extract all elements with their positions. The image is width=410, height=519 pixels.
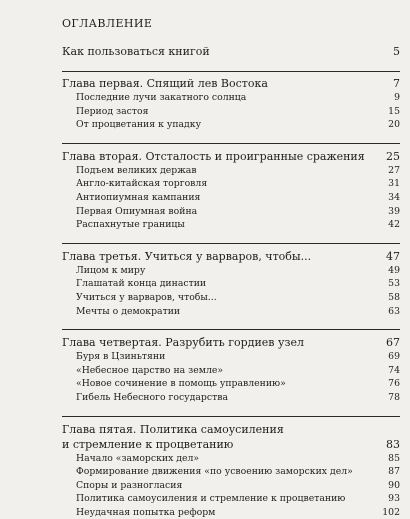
section-title: Подъем великих держав	[62, 164, 372, 178]
section-title: Период застоя	[62, 105, 372, 119]
section-page: 69	[372, 350, 400, 364]
section-page: 9	[372, 91, 400, 105]
toc-section-entry[interactable]	[62, 105, 400, 119]
toc-chapter-entry[interactable]	[62, 76, 400, 91]
toc-chapter	[62, 44, 400, 71]
chapter-page: 47	[372, 249, 400, 264]
section-title: Споры и разногласия	[62, 479, 372, 493]
section-page: 31	[372, 177, 400, 191]
toc-section-entry[interactable]	[62, 218, 400, 232]
toc-section-entry[interactable]	[62, 205, 400, 219]
toc-section-entry[interactable]	[62, 177, 400, 191]
toc-chapter	[62, 416, 400, 519]
toc-section-entry[interactable]	[62, 377, 400, 391]
chapter-title: Глава третья. Учиться у варваров, чтобы...	[62, 249, 372, 264]
toc-chapter-entry[interactable]	[62, 149, 400, 164]
section-page: 49	[372, 264, 400, 278]
chapter-title: Как пользоваться книгой	[62, 44, 372, 59]
section-title: «Новое сочинение в помощь управлению»	[62, 377, 372, 391]
chapter-title: Глава пятая. Политика самоусиления	[62, 422, 372, 437]
section-title: Формирование движения «по усвоению заморских дел»	[62, 465, 372, 479]
toc-chapter	[62, 71, 400, 143]
section-title: Гибель Небесного государства	[62, 391, 372, 405]
toc-section-entry[interactable]	[62, 364, 400, 378]
section-page: 93	[372, 492, 400, 506]
chapter-page: 25	[372, 149, 400, 164]
toc-section-entry[interactable]	[62, 264, 400, 278]
toc-chapter	[62, 329, 400, 415]
toc-section-entry[interactable]	[62, 465, 400, 479]
toc-section-entry[interactable]	[62, 350, 400, 364]
section-page: 53	[372, 277, 400, 291]
chapter-title-continuation: и стремление к процветанию	[62, 437, 372, 452]
toc-section-entry[interactable]	[62, 91, 400, 105]
chapter-title: Глава первая. Спящий лев Востока	[62, 76, 372, 91]
toc-section-entry[interactable]	[62, 506, 400, 519]
toc-chapter	[62, 243, 400, 329]
toc-chapter-entry-line1[interactable]	[62, 422, 400, 437]
toc-chapter-entry[interactable]	[62, 44, 400, 59]
toc-chapter-entry[interactable]	[62, 335, 400, 350]
toc-section-entry[interactable]	[62, 492, 400, 506]
toc-section-entry[interactable]	[62, 118, 400, 132]
section-title: Первая Опиумная война	[62, 205, 372, 219]
section-page: 39	[372, 205, 400, 219]
section-title: Лицом к миру	[62, 264, 372, 278]
section-title: Распахнутые границы	[62, 218, 372, 232]
toc-section-entry[interactable]	[62, 452, 400, 466]
toc-chapter	[62, 143, 400, 243]
section-page: 76	[372, 377, 400, 391]
toc-heading: ОГЛАВЛЕНИЕ	[62, 17, 152, 30]
section-page: 90	[372, 479, 400, 493]
toc-section-entry[interactable]	[62, 164, 400, 178]
toc-chapter-entry-line2[interactable]	[62, 437, 400, 452]
toc-list	[62, 44, 400, 519]
section-title: От процветания к упадку	[62, 118, 372, 132]
section-page: 78	[372, 391, 400, 405]
section-page: 102	[372, 506, 400, 519]
chapter-title: Глава вторая. Отсталость и проигранные сражения	[62, 149, 372, 164]
section-title: Учиться у варваров, чтобы...	[62, 291, 372, 305]
section-page: 58	[372, 291, 400, 305]
section-title: Мечты о демократии	[62, 305, 372, 319]
toc-section-entry[interactable]	[62, 305, 400, 319]
section-title: Антиопиумная кампания	[62, 191, 372, 205]
section-page: 85	[372, 452, 400, 466]
section-page: 63	[372, 305, 400, 319]
section-page: 27	[372, 164, 400, 178]
chapter-page: 7	[372, 76, 400, 91]
section-title: Неудачная попытка реформ	[62, 506, 372, 519]
section-page: 34	[372, 191, 400, 205]
section-page: 15	[372, 105, 400, 119]
chapter-title: Глава четвертая. Разрубить гордиев узел	[62, 335, 372, 350]
chapter-page: 83	[372, 437, 400, 452]
section-page: 87	[372, 465, 400, 479]
toc-section-entry[interactable]	[62, 479, 400, 493]
section-title: Буря в Цзиньтяни	[62, 350, 372, 364]
section-page: 74	[372, 364, 400, 378]
toc-chapter-entry[interactable]	[62, 249, 400, 264]
chapter-page: 5	[372, 44, 400, 59]
section-title: Начало «заморских дел»	[62, 452, 372, 466]
section-title: «Небесное царство на земле»	[62, 364, 372, 378]
chapter-page: 67	[372, 335, 400, 350]
toc-section-entry[interactable]	[62, 277, 400, 291]
section-title: Глашатай конца династии	[62, 277, 372, 291]
section-title: Англо-китайская торговля	[62, 177, 372, 191]
toc-section-entry[interactable]	[62, 291, 400, 305]
section-page: 20	[372, 118, 400, 132]
toc-section-entry[interactable]	[62, 391, 400, 405]
toc-section-entry[interactable]	[62, 191, 400, 205]
section-title: Последние лучи закатного солнца	[62, 91, 372, 105]
section-page: 42	[372, 218, 400, 232]
section-title: Политика самоусиления и стремление к процветанию	[62, 492, 372, 506]
